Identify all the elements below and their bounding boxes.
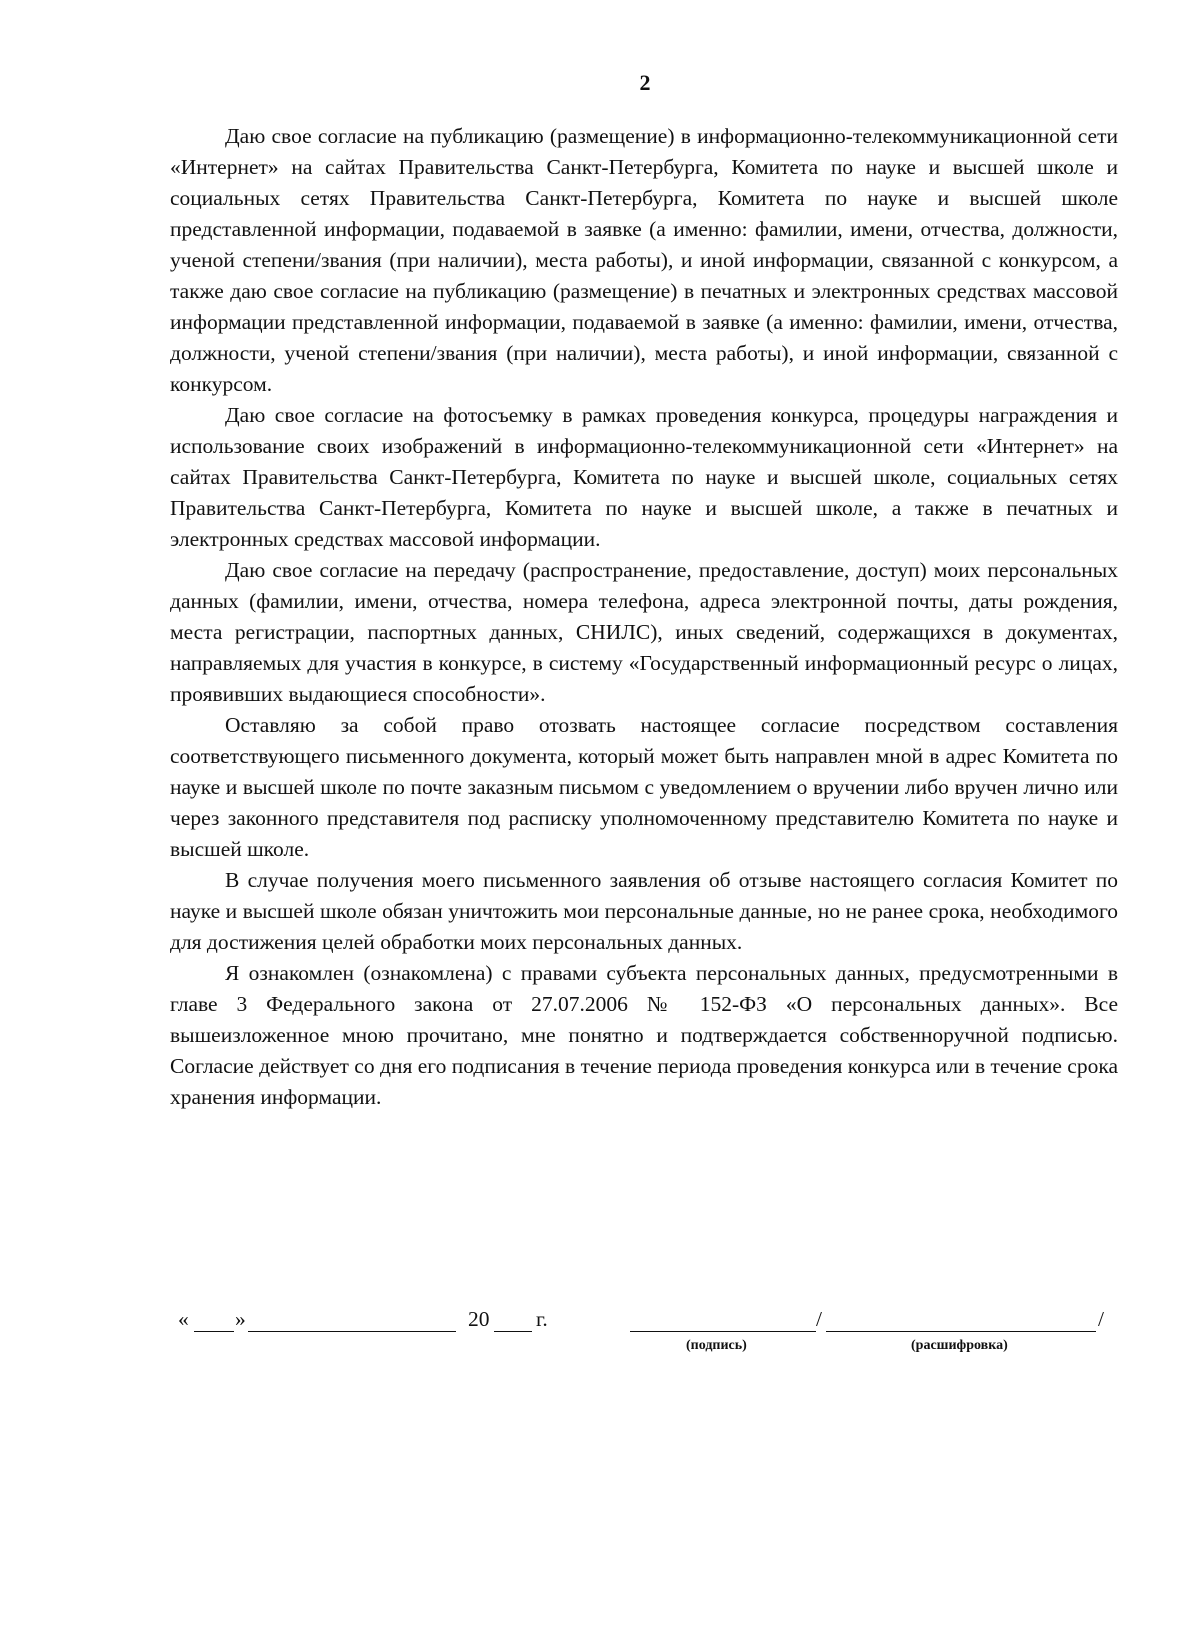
year-prefix: 20 [468,1307,490,1331]
decoding-field[interactable] [826,1331,1096,1332]
decoding-caption: (расшифровка) [911,1338,1008,1353]
paragraph-revocation-effect: В случае получения моего письменного заявления об отзыве настоящего согласия Комитет по науке и высшей школе обязан уничтожить мои персональные данные, но не ранее срока, необходимого для достижения целей обработки моих персональных данных. [170,868,1118,954]
signature-slash-left: / [816,1307,822,1331]
paragraph-publication-consent: Даю свое согласие на публикацию (размещение) в информационно-телекоммуникационной сети «Интернет» на сайтах Правительства Санкт-Петербурга, Комитета по науке и высшей школе и социальных сетях Правительства Санкт-Петербурга, Комитета по науке и высшей школе представленной информации, подаваемой в заявке (а именно: фамилии, имени, отчества, должности, ученой степени/звания (при наличии), места работы), и иной информации, связанной с конкурсом, а также даю свое согласие на публикацию (размещение) в печатных и электронных средствах массовой информации представленной информации, подаваемой в заявке (а именно: фамилии, имени, отчества, должности, ученой степени/звания (при наличии), места работы), и иной информации, связанной с конкурсом. [170,124,1118,396]
consent-body [170,121,1118,1113]
year-suffix: г. [536,1307,548,1331]
date-open-quote: « [178,1307,189,1331]
date-close-quote: » [235,1307,246,1331]
signature-caption: (подпись) [686,1338,747,1353]
month-field[interactable] [248,1331,456,1332]
day-field[interactable] [194,1331,234,1332]
year-field[interactable] [494,1331,532,1332]
paragraph-data-transfer-consent: Даю свое согласие на передачу (распространение, предоставление, доступ) моих персональных данных (фамилии, имени, отчества, номера телефона, адреса электронной почты, даты рождения, места регистрации, паспортных данных, СНИЛС), иных сведений, содержащихся в документах, направляемых для участия в конкурсе, в систему «Государственный информационный ресурс о лицах, проявивших выдающиеся способности». [170,558,1118,706]
page-number: 2 [639,70,651,95]
paragraph-acknowledgement: Я ознакомлен (ознакомлена) с правами субъекта персональных данных, предусмотренными в главе 3 Федерального закона от 27.07.2006 № 152-ФЗ «О персональных данных». Все вышеизложенное мною прочитано, мне понятно и подтверждается собственноручной подписью. Согласие действует со дня его подписания в течение периода проведения конкурса или в течение срока хранения информации. [170,961,1118,1109]
signature-slash-right: / [1098,1307,1104,1331]
paragraph-photo-consent: Даю свое согласие на фотосъемку в рамках проведения конкурса, процедуры награждения и использование своих изображений в информационно-телекоммуникационной сети «Интернет» на сайтах Правительства Санкт-Петербурга, Комитета по науке и высшей школе, социальных сетях Правительства Санкт-Петербурга, Комитета по науке и высшей школе, а также в печатных и электронных средствах массовой информации. [170,403,1118,551]
paragraph-revocation-right: Оставляю за собой право отозвать настоящее согласие посредством составления соответствующего письменного документа, который может быть направлен мной в адрес Комитета по науке и высшей школе по почте заказным письмом с уведомлением о вручении либо вручен лично или через законного представителя под расписку уполномоченному представителю Комитета по науке и высшей школе. [170,713,1118,861]
signature-field[interactable] [630,1331,816,1332]
signature-block [178,1306,1108,1366]
